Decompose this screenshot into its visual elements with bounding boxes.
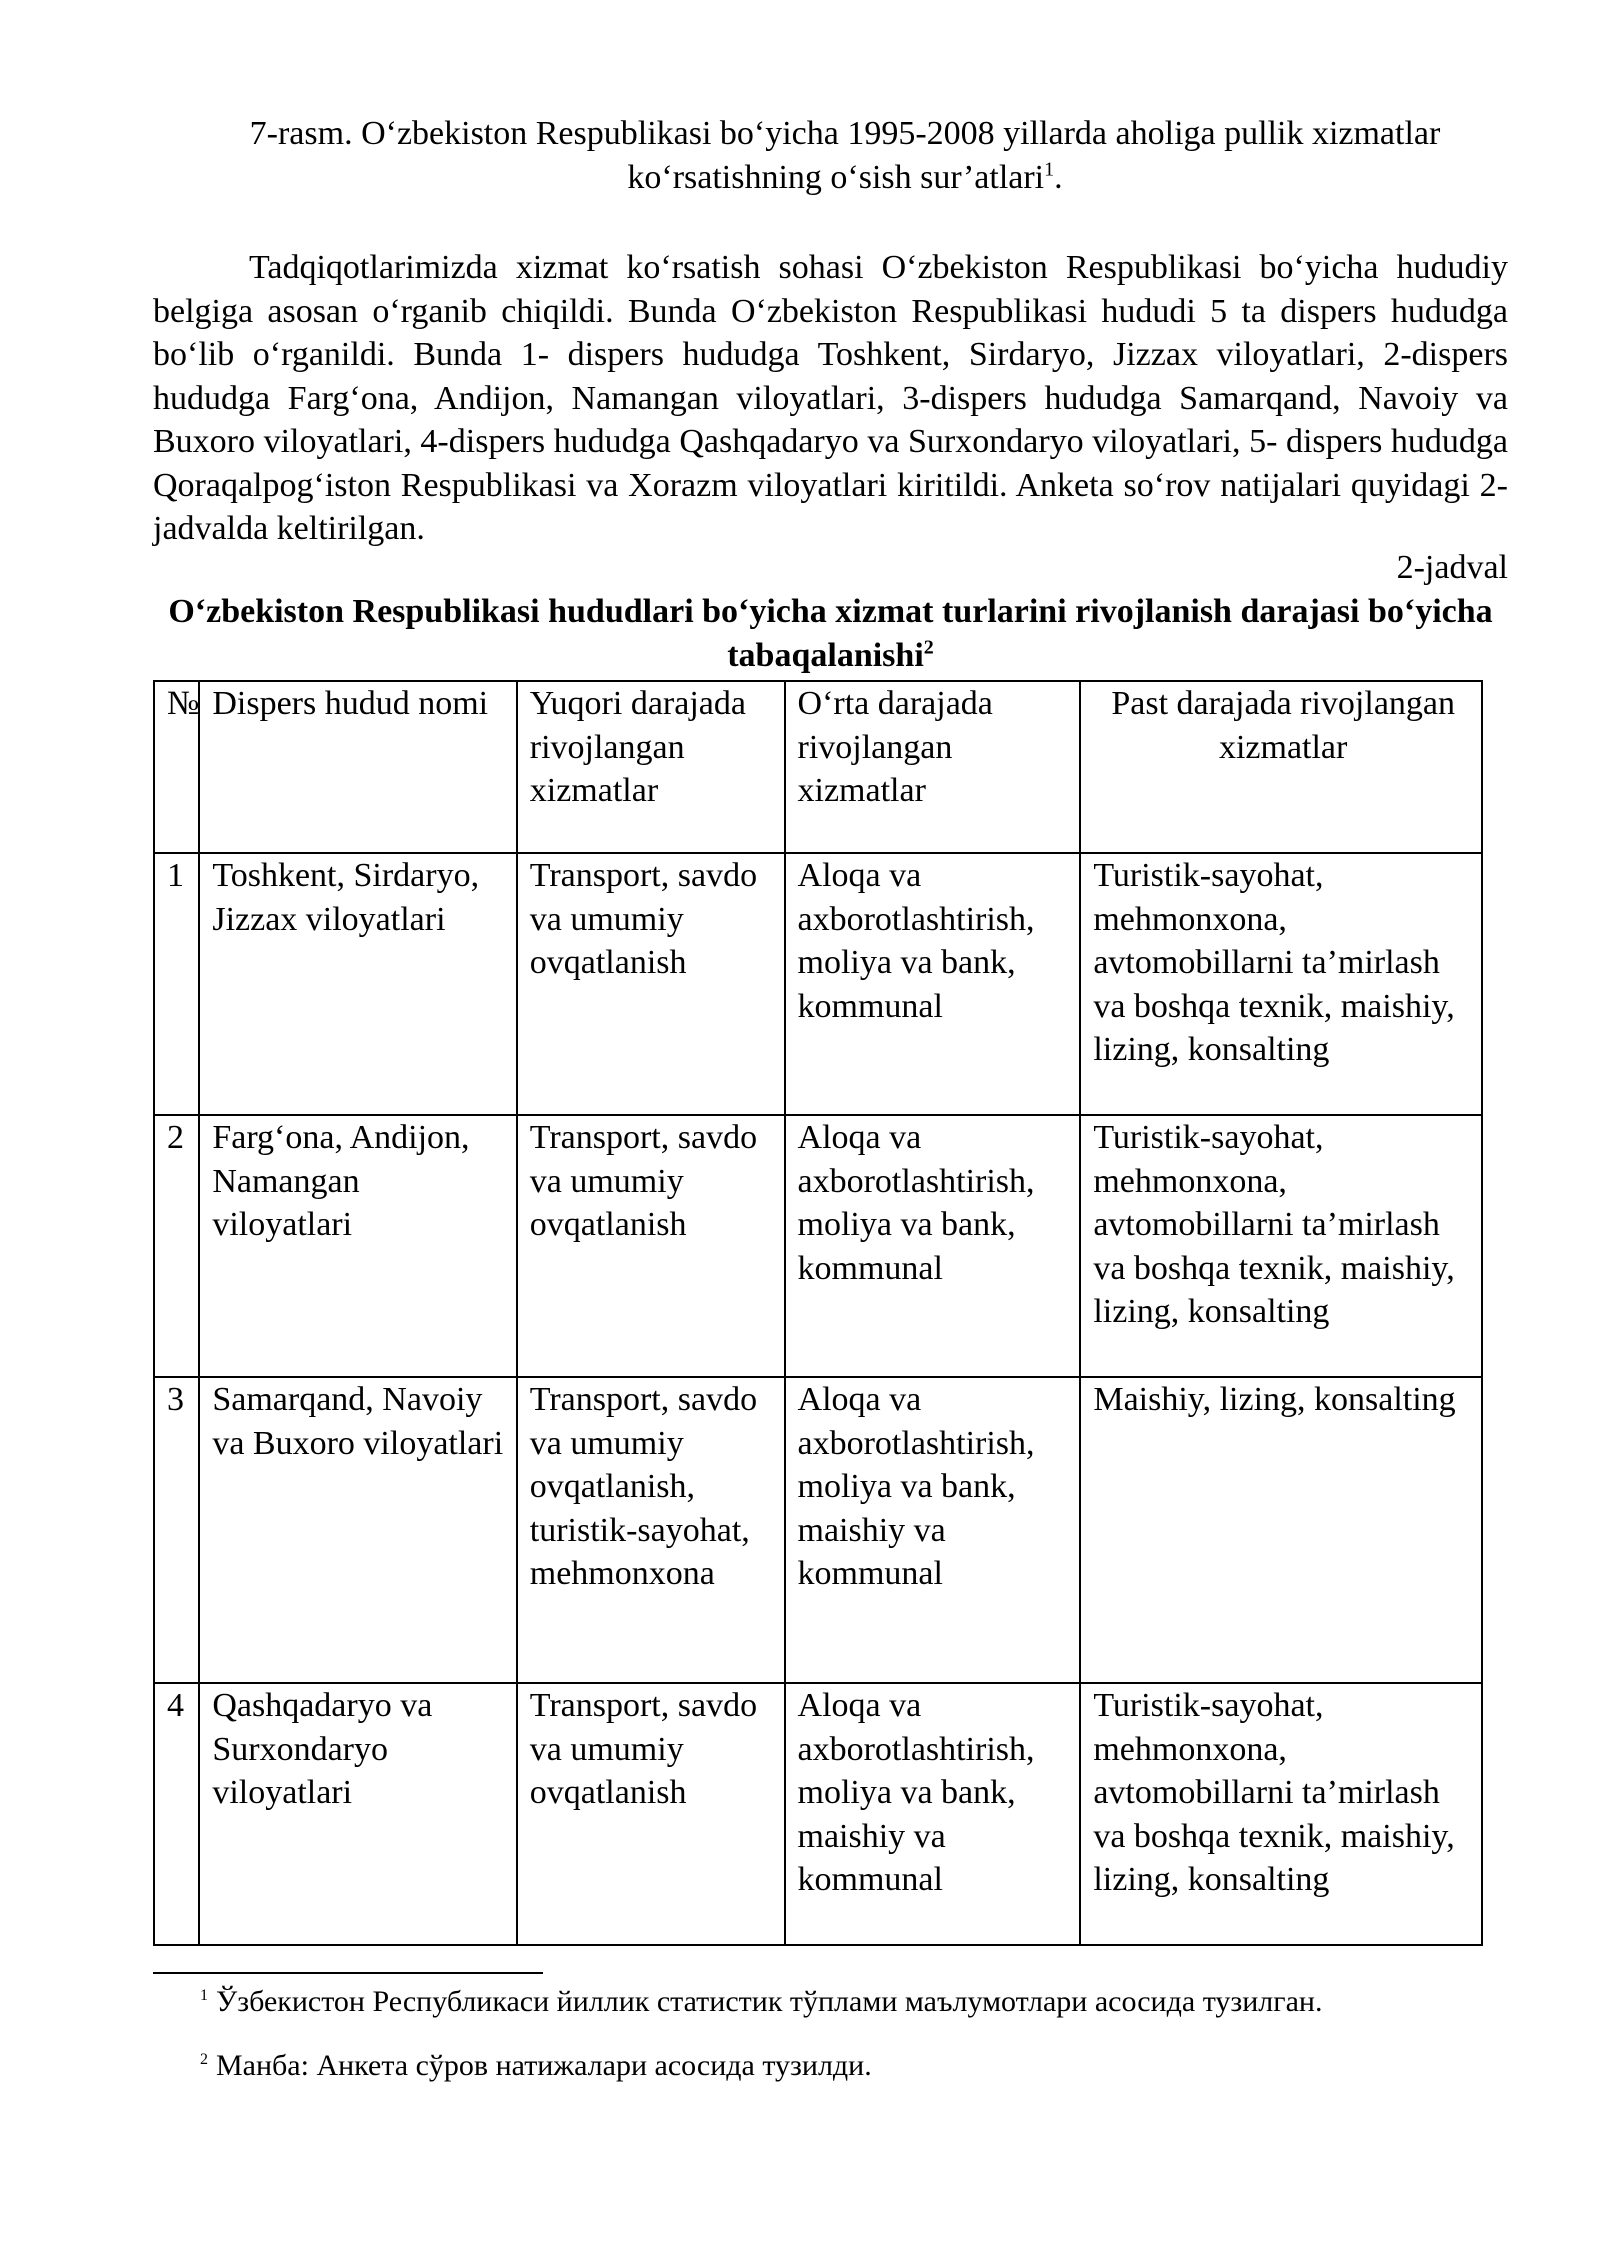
cell-medium: Aloqa va axborotlashtirish, moliya va bank, kommunal xyxy=(785,1115,1081,1377)
cell-high: Transport, savdo va umumiy ovqatlanish xyxy=(517,1683,785,1945)
footnote-separator xyxy=(153,1972,543,1974)
cell-high: Transport, savdo va umumiy ovqatlanish xyxy=(517,853,785,1115)
table-header-row xyxy=(154,681,1482,853)
cell-high: Transport, savdo va umumiy ovqatlanish, turistik-sayohat, mehmonxona xyxy=(517,1377,785,1683)
cell-low: Maishiy, lizing, konsalting xyxy=(1080,1377,1482,1683)
table-title xyxy=(153,590,1508,678)
header-low-level: Past darajada rivojlangan xizmatlar xyxy=(1080,681,1482,853)
header-medium-level: O‘rta darajada rivojlangan xizmatlar xyxy=(785,681,1081,853)
cell-region: Samarqand, Navoiy va Buxoro viloyatlari xyxy=(199,1377,516,1683)
footnote-mark: 2 xyxy=(200,2051,208,2068)
cell-low: Turistik-sayohat, mehmonxona, avtomobillarni ta’mirlash va boshqa texnik, maishiy, lizing, konsalting xyxy=(1080,1115,1482,1377)
header-region: Dispers hudud nomi xyxy=(199,681,516,853)
services-table xyxy=(153,680,1483,1946)
footnote-2 xyxy=(200,2047,872,2085)
cell-medium: Aloqa va axborotlashtirish, moliya va bank, maishiy va kommunal xyxy=(785,1683,1081,1945)
footnote-text: Ўзбекистон Республикаси йиллик статистик тўплами маълумотлари асосида тузилган. xyxy=(216,1985,1323,2018)
cell-number: 4 xyxy=(154,1683,199,1945)
table-row xyxy=(154,1377,1482,1683)
figure-caption-text: 7-rasm. O‘zbekiston Respublikasi bo‘yicha 1995-2008 yillarda aholiga pullik xizmatlar ko‘rsatishning o‘sish sur’atlari xyxy=(249,115,1441,196)
cell-number: 2 xyxy=(154,1115,199,1377)
cell-medium: Aloqa va axborotlashtirish, moliya va bank, maishiy va kommunal xyxy=(785,1377,1081,1683)
figure-caption-footnote-ref: 1 xyxy=(1044,158,1055,181)
cell-region: Qashqadaryo va Surxondaryo viloyatlari xyxy=(199,1683,516,1945)
cell-region: Toshkent, Sirdaryo, Jizzax viloyatlari xyxy=(199,853,516,1115)
body-paragraph: Tadqiqotlarimizda xizmat ko‘rsatish sohasi O‘zbekiston Respublikasi bo‘yicha hududiy belgiga asosan o‘rganib chiqildi. Bunda O‘zbekiston Respublikasi hududi 5 ta dispers hududga bo‘lib o‘rganildi. Bunda 1- dispers hududga Toshkent, Sirdaryo, Jizzax viloyatlari, 2-dispers hududga Farg‘ona, Andijon, Namangan viloyatlari, 3-dispers hududga Samarqand, Navoiy va Buxoro viloyatlari, 4-dispers hududga Qashqadaryo va Surxondaryo viloyatlari, 5- dispers hududga Qoraqalpog‘iston Respublikasi va Xorazm viloyatlari kiritildi. Anketa so‘rov natijalari quyidagi 2-jadvalda keltirilgan. xyxy=(153,249,1508,547)
header-high-level: Yuqori darajada rivojlangan xizmatlar xyxy=(517,681,785,853)
cell-high: Transport, savdo va umumiy ovqatlanish xyxy=(517,1115,785,1377)
figure-caption xyxy=(150,112,1540,200)
footnote-1 xyxy=(200,1983,1322,2021)
table-row xyxy=(154,1683,1482,1945)
figure-caption-trailing: . xyxy=(1054,159,1063,196)
cell-low: Turistik-sayohat, mehmonxona, avtomobillarni ta’mirlash va boshqa texnik, maishiy, lizing, konsalting xyxy=(1080,1683,1482,1945)
cell-region: Farg‘ona, Andijon, Namangan viloyatlari xyxy=(199,1115,516,1377)
table-title-footnote-ref: 2 xyxy=(923,636,934,659)
cell-medium: Aloqa va axborotlashtirish, moliya va bank, kommunal xyxy=(785,853,1081,1115)
table-row xyxy=(154,1115,1482,1377)
footnote-text: Манба: Анкета сўров натижалари асосида тузилди. xyxy=(216,2049,872,2082)
table-row xyxy=(154,853,1482,1115)
footnote-mark: 1 xyxy=(200,1987,208,2004)
table-title-text: O‘zbekiston Respublikasi hududlari bo‘yicha xizmat turlarini rivojlanish darajasi bo‘yicha tabaqalanishi xyxy=(168,593,1493,674)
cell-number: 1 xyxy=(154,853,199,1115)
header-number: № xyxy=(154,681,199,853)
cell-number: 3 xyxy=(154,1377,199,1683)
table-label: 2-jadval xyxy=(1396,549,1508,586)
cell-low: Turistik-sayohat, mehmonxona, avtomobillarni ta’mirlash va boshqa texnik, maishiy, lizing, konsalting xyxy=(1080,853,1482,1115)
